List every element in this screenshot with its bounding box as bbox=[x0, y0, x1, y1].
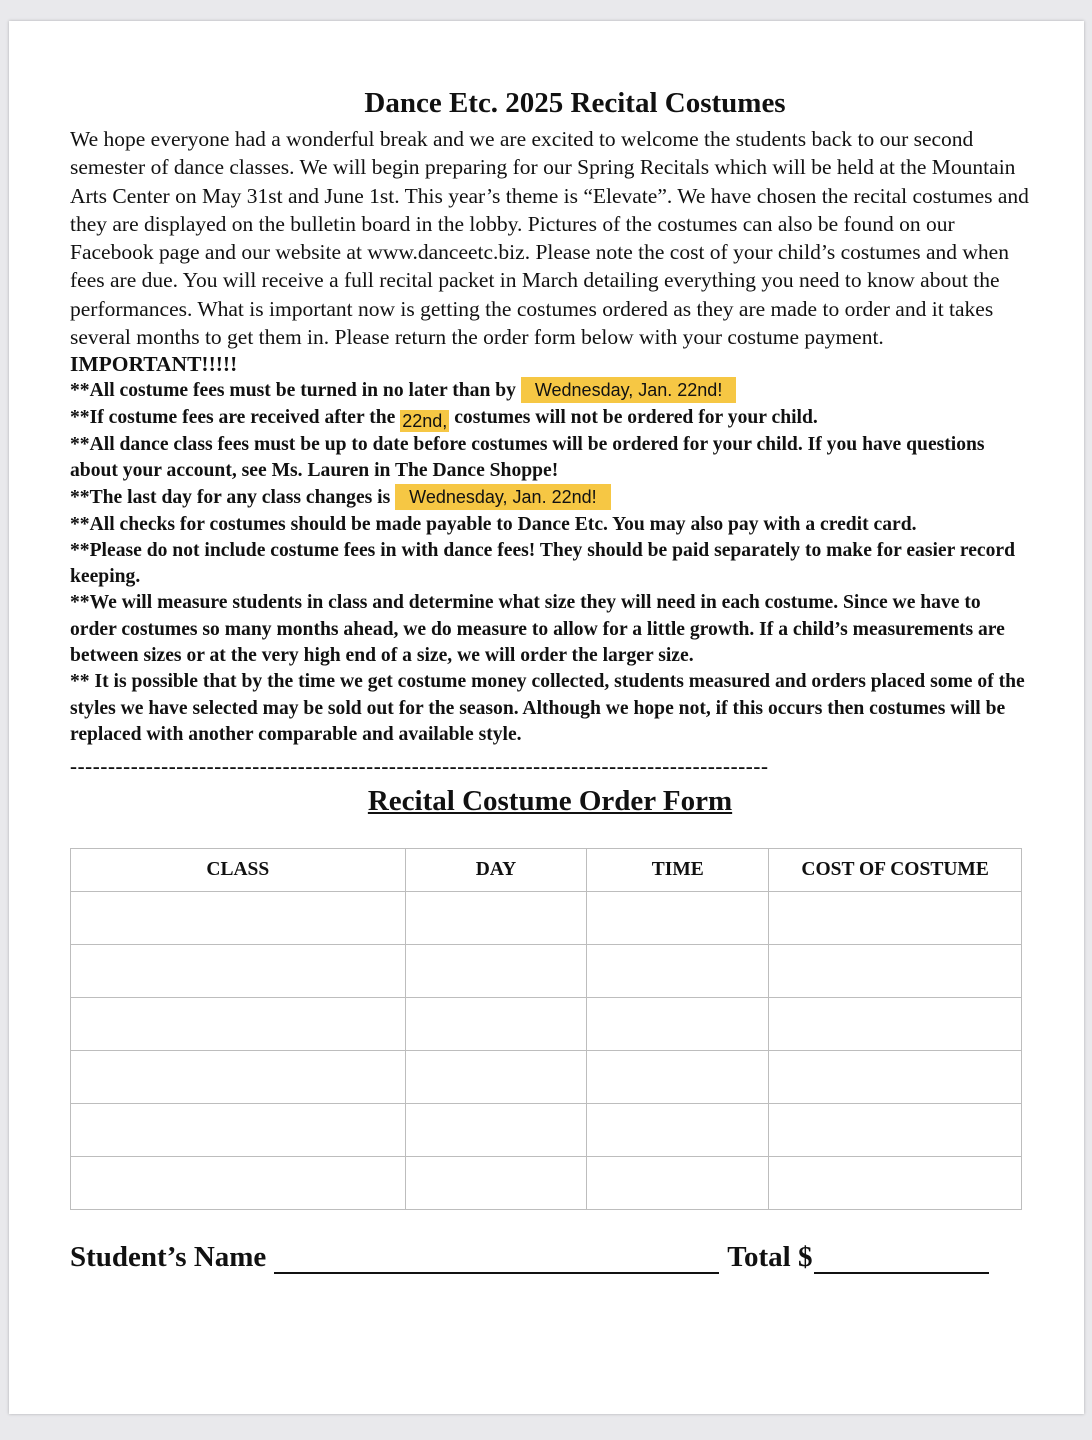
table-header-row bbox=[71, 849, 1022, 892]
table-cell[interactable] bbox=[769, 892, 1022, 945]
table-row bbox=[71, 945, 1022, 998]
table-cell[interactable] bbox=[71, 945, 406, 998]
table-cell[interactable] bbox=[587, 1051, 769, 1104]
signature-line bbox=[70, 1240, 1030, 1274]
rule-text: **All costume fees must be turned in no later than by bbox=[70, 380, 516, 402]
col-header-cost: COST OF COSTUME bbox=[769, 849, 1022, 892]
document-content bbox=[70, 85, 1030, 1274]
table-cell[interactable] bbox=[587, 998, 769, 1051]
rule-text: **The last day for any class changes is bbox=[70, 487, 391, 509]
rule-costume-deadline bbox=[70, 377, 1030, 404]
table-cell[interactable] bbox=[769, 1051, 1022, 1104]
rule-measurements: **We will measure students in class and determine what size they will need in each costume. Since we have to order costumes so many months ahead, we do measure to allow for a little growth. If a child’s measurements are between sizes or at the very high end of a size, we will order the larger size. bbox=[70, 592, 1005, 667]
cut-line-divider: -------------------------------------------------------------------------------------------- bbox=[70, 754, 769, 779]
col-header-time: TIME bbox=[587, 849, 769, 892]
table-row bbox=[71, 892, 1022, 945]
table-cell[interactable] bbox=[71, 892, 406, 945]
table-cell[interactable] bbox=[769, 945, 1022, 998]
rule-sold-out: ** It is possible that by the time we get costume money collected, students measured and orders placed some of the styles we have selected may be sold out for the season. Although we hope not, if this occurs then costumes will be replaced with another comparable and available style. bbox=[70, 671, 1025, 745]
rule-class-fees: **All dance class fees must be up to date before costumes will be ordered for your child. If you have questions about your account, see Ms. Lauren in The Dance Shoppe! bbox=[70, 433, 985, 481]
rule-separate-fees: **Please do not include costume fees in with dance fees! They should be paid separately to make for easier record keeping. bbox=[70, 539, 1015, 588]
document-page bbox=[9, 21, 1084, 1414]
table-cell[interactable] bbox=[587, 1104, 769, 1157]
date-highlight: 22nd, bbox=[402, 410, 448, 431]
intro-paragraph: We hope everyone had a wonderful break and we are excited to welcome the students back to our second semester of dance classes. We will begin preparing for our Spring Recitals which will be held at the Mountain Arts Center on May 31st and June 1st. This year’s theme is “Elevate”. We have chosen the recital costumes and they are displayed on the bulletin board in the lobby. Pictures of the costumes can also be found on our Facebook page and our website at www.danceetc.biz. Please note the cost of your child’s costumes and when fees are due. You will receive a full recital packet in March detailing everything you need to know about the performances. What is important now is getting the costumes ordered as they are made to order and it takes several months to get them in. Please return the order form below with your costume payment. bbox=[70, 127, 1029, 350]
table-cell[interactable] bbox=[587, 1157, 769, 1210]
total-field[interactable] bbox=[814, 1244, 989, 1274]
rule-text: costumes will not be ordered for your child. bbox=[454, 406, 818, 428]
col-header-day: DAY bbox=[405, 849, 587, 892]
table-cell[interactable] bbox=[405, 1104, 587, 1157]
table-cell[interactable] bbox=[71, 1157, 406, 1210]
table-cell[interactable] bbox=[587, 892, 769, 945]
deadline-highlight: Wednesday, Jan. 22nd! bbox=[521, 377, 736, 403]
col-header-class: CLASS bbox=[71, 849, 406, 892]
document-title: Dance Etc. 2025 Recital Costumes bbox=[364, 87, 786, 119]
table-cell[interactable] bbox=[405, 1157, 587, 1210]
table-row bbox=[71, 1157, 1022, 1210]
order-form-title: Recital Costume Order Form bbox=[367, 785, 733, 818]
table-row bbox=[71, 1104, 1022, 1157]
table-cell[interactable] bbox=[71, 1051, 406, 1104]
order-table bbox=[70, 848, 1022, 1210]
deadline-highlight: Wednesday, Jan. 22nd! bbox=[395, 484, 610, 510]
important-label: IMPORTANT!!!!! bbox=[70, 352, 238, 377]
table-cell[interactable] bbox=[587, 945, 769, 998]
rule-late-fees bbox=[70, 405, 1030, 432]
student-name-label: Student’s Name bbox=[70, 1241, 267, 1274]
table-cell[interactable] bbox=[405, 1051, 587, 1104]
table-cell[interactable] bbox=[769, 998, 1022, 1051]
table-cell[interactable] bbox=[405, 945, 587, 998]
table-row bbox=[71, 1051, 1022, 1104]
table-cell[interactable] bbox=[405, 892, 587, 945]
table-cell[interactable] bbox=[71, 998, 406, 1051]
rules-list bbox=[70, 377, 1030, 748]
student-name-field[interactable] bbox=[274, 1244, 719, 1274]
table-cell[interactable] bbox=[769, 1104, 1022, 1157]
total-label: Total $ bbox=[727, 1241, 813, 1274]
table-cell[interactable] bbox=[405, 998, 587, 1051]
table-cell[interactable] bbox=[71, 1104, 406, 1157]
rule-class-changes bbox=[70, 484, 1030, 511]
rule-checks: **All checks for costumes should be made payable to Dance Etc. You may also pay with a credit card. bbox=[70, 513, 917, 535]
table-cell[interactable] bbox=[769, 1157, 1022, 1210]
table-row bbox=[71, 998, 1022, 1051]
rule-text: **If costume fees are received after the bbox=[70, 406, 396, 428]
